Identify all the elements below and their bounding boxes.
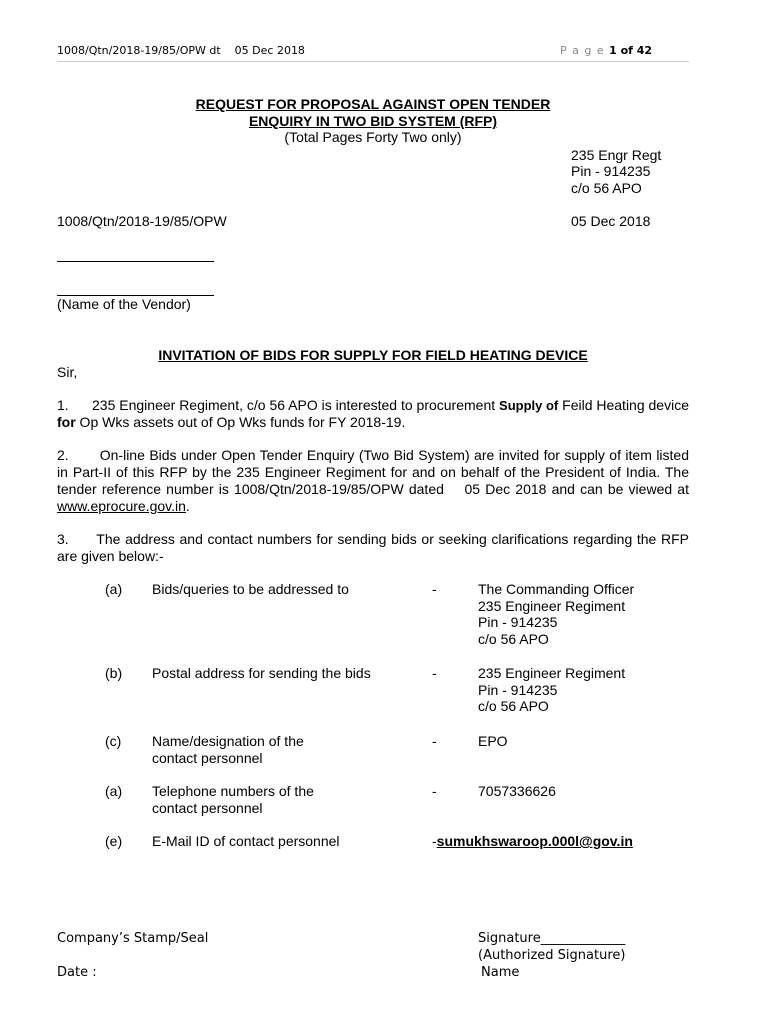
contact-value: c/o 56 APO (478, 698, 549, 714)
contact-value: Pin - 914235 (478, 682, 558, 698)
paragraph-1-text: Op Wks assets out of Op Wks funds for FY 2018-19. (75, 414, 406, 430)
page-word: P a g e (560, 44, 605, 57)
paragraph-2-text: 2. On-line Bids under Open Tender Enquiry (Two Bid System) are invited for supply of item listed in Part-II of this RFP by the 235 Engineer Regiment for and on behalf of the President of India. The tender reference number is 1008/Qtn/2018-19/85/OPW dated 05 Dec 2018 and can be viewed at (57, 447, 693, 497)
contact-label: Bids/queries to be addressed to (152, 581, 349, 597)
contact-key: (c) (105, 733, 122, 749)
paragraph-1 (57, 397, 693, 431)
email-link[interactable]: sumukhswaroop.000l@gov.in (436, 833, 633, 849)
sender-unit: 235 Engr Regt (571, 147, 662, 163)
authorized-signature-label: (Authorized Signature) (478, 948, 626, 963)
contact-key: (e) (105, 833, 123, 849)
sender-pin: Pin - 914235 (571, 163, 651, 179)
subject-heading: INVITATION OF BIDS FOR SUPPLY FOR FIELD HEATING DEVICE (158, 347, 588, 363)
paragraph-1-bold: Supply of (499, 398, 559, 413)
contact-label: Postal address for sending the bids (152, 665, 371, 681)
contact-value: c/o 56 APO (478, 631, 549, 647)
contact-label: Telephone numbers of the contact personnel (152, 783, 314, 816)
paragraph-1-bold: for (57, 414, 76, 430)
sender-apo: c/o 56 APO (571, 180, 642, 196)
contact-dash: - (432, 833, 437, 849)
contact-value: 235 Engineer Regiment (478, 598, 626, 614)
contact-dash: - (432, 733, 437, 749)
signature-label: Signature_____________ (478, 931, 626, 946)
contact-dash: - (432, 581, 437, 597)
title-line-2: ENQUIRY IN TWO BID SYSTEM (RFP) (248, 113, 498, 129)
date-label: Date : (57, 965, 97, 980)
paragraph-2 (57, 447, 693, 515)
vendor-label: (Name of the Vendor) (57, 296, 191, 312)
header-reference: 1008/Qtn/2018-19/85/OPW dt 05 Dec 2018 (57, 44, 305, 57)
letter-date: 05 Dec 2018 (571, 213, 651, 229)
contact-value: EPO (478, 733, 508, 749)
contact-key: (a) (105, 581, 123, 597)
contact-label: Name/designation of the contact personnel (152, 733, 304, 766)
name-label: Name (481, 965, 520, 980)
contact-dash: - (432, 783, 437, 799)
eprocure-link[interactable]: www.eprocure.gov.in (57, 498, 186, 514)
page-number (560, 44, 652, 57)
header-rule (57, 61, 689, 62)
company-stamp-label: Company’s Stamp/Seal (57, 931, 209, 946)
page-count: 1 of 42 (609, 44, 653, 57)
title-line-3: (Total Pages Forty Two only) (284, 129, 462, 145)
contact-label: E-Mail ID of contact personnel (152, 833, 340, 849)
contact-dash: - (432, 665, 437, 681)
salutation: Sir, (57, 364, 78, 380)
reference-number: 1008/Qtn/2018-19/85/OPW (57, 213, 227, 229)
contact-value: 235 Engineer Regiment (478, 665, 626, 681)
contact-value: Pin - 914235 (478, 614, 558, 630)
contact-value: 7057336626 (478, 783, 556, 799)
paragraph-1-text: Feild Heating device (558, 397, 693, 413)
vendor-blank-line (57, 261, 214, 262)
title-line-1: REQUEST FOR PROPOSAL AGAINST OPEN TENDER (195, 96, 551, 112)
paragraph-3: 3. The address and contact numbers for sending bids or seeking clarifications regarding the RFP are given below:- (57, 531, 693, 564)
contact-value: The Commanding Officer (478, 581, 635, 597)
contact-key: (a) (105, 783, 123, 799)
email-row (432, 833, 633, 850)
contact-key: (b) (105, 665, 123, 681)
paragraph-2-end: . (185, 498, 190, 514)
paragraph-1-text: 1. 235 Engineer Regiment, c/o 56 APO is interested to procurement (57, 397, 500, 413)
